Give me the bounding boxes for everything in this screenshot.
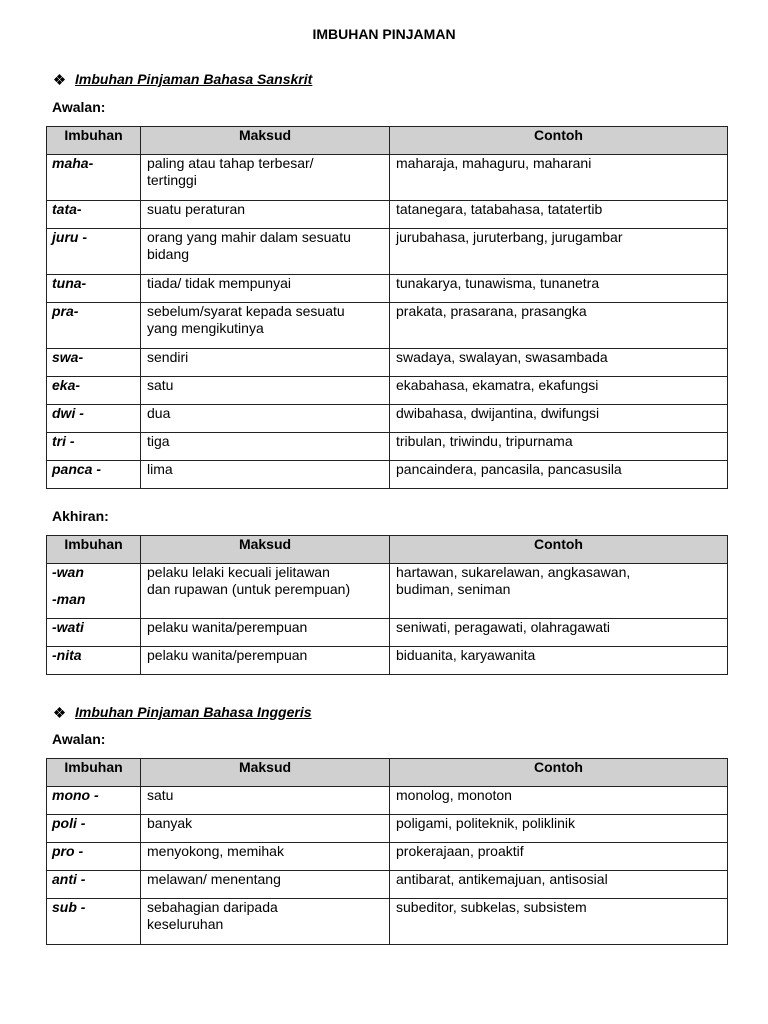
imbuhan-cell bbox=[47, 815, 141, 843]
diamond-bullet-icon bbox=[54, 74, 65, 85]
contoh-cell bbox=[390, 647, 728, 675]
maksud-cell bbox=[141, 405, 390, 433]
table-row bbox=[47, 619, 728, 647]
maksud-text: orang yang mahir dalam sesuatu bbox=[147, 229, 351, 245]
section-heading-text: Imbuhan Pinjaman Bahasa Sanskrit bbox=[75, 71, 313, 87]
table-header-row bbox=[47, 759, 728, 787]
imbuhan-cell bbox=[47, 201, 141, 229]
group-label-awalan: Awalan: bbox=[52, 731, 106, 747]
header-imbuhan: Imbuhan bbox=[47, 536, 141, 564]
maksud-cell bbox=[141, 229, 390, 275]
imbuhan-text: swa- bbox=[52, 349, 84, 365]
maksud-text: banyak bbox=[147, 815, 193, 831]
contoh-text: antibarat, antikemajuan, antisosial bbox=[396, 871, 608, 887]
header-maksud: Maksud bbox=[141, 127, 390, 155]
maksud-cell bbox=[141, 787, 390, 815]
contoh-cell bbox=[390, 349, 728, 377]
sanskrit-awalan-table bbox=[46, 126, 728, 489]
imbuhan-cell bbox=[47, 433, 141, 461]
maksud-cell bbox=[141, 155, 390, 201]
table-row bbox=[47, 201, 728, 229]
table-row bbox=[47, 787, 728, 815]
imbuhan-text: pro - bbox=[52, 843, 84, 859]
maksud-text: dan rupawan (untuk perempuan) bbox=[147, 581, 351, 597]
maksud-cell bbox=[141, 461, 390, 489]
imbuhan-cell bbox=[47, 155, 141, 201]
contoh-text: tunakarya, tunawisma, tunanetra bbox=[396, 275, 600, 291]
header-contoh: Contoh bbox=[390, 759, 728, 787]
contoh-cell bbox=[390, 815, 728, 843]
header-maksud: Maksud bbox=[141, 759, 390, 787]
maksud-text: pelaku wanita/perempuan bbox=[147, 647, 308, 663]
contoh-text: prakata, prasarana, prasangka bbox=[396, 303, 587, 319]
maksud-cell bbox=[141, 377, 390, 405]
header-imbuhan: Imbuhan bbox=[47, 759, 141, 787]
imbuhan-text: dwi - bbox=[52, 405, 84, 421]
document-title: IMBUHAN PINJAMAN bbox=[312, 26, 456, 42]
imbuhan-text: tuna- bbox=[52, 275, 87, 291]
table-row bbox=[47, 275, 728, 303]
maksud-text: tiada/ tidak mempunyai bbox=[147, 275, 291, 291]
maksud-cell bbox=[141, 275, 390, 303]
contoh-text: prokerajaan, proaktif bbox=[396, 843, 524, 859]
imbuhan-text: sub - bbox=[52, 899, 86, 915]
maksud-text: satu bbox=[147, 787, 174, 803]
maksud-text: menyokong, memihak bbox=[147, 843, 284, 859]
maksud-cell bbox=[141, 843, 390, 871]
contoh-cell bbox=[390, 275, 728, 303]
maksud-cell bbox=[141, 564, 390, 619]
contoh-cell bbox=[390, 377, 728, 405]
imbuhan-cell bbox=[47, 461, 141, 489]
contoh-text: swadaya, swalayan, swasambada bbox=[396, 349, 608, 365]
table-row bbox=[47, 303, 728, 349]
inggeris-awalan-table bbox=[46, 758, 728, 945]
imbuhan-cell bbox=[47, 349, 141, 377]
table-row bbox=[47, 349, 728, 377]
section-heading-text: Imbuhan Pinjaman Bahasa Inggeris bbox=[75, 704, 312, 720]
maksud-cell bbox=[141, 303, 390, 349]
contoh-cell bbox=[390, 405, 728, 433]
imbuhan-cell bbox=[47, 843, 141, 871]
imbuhan-text: panca - bbox=[52, 461, 102, 477]
contoh-text: poligami, politeknik, poliklinik bbox=[396, 815, 575, 831]
header-maksud: Maksud bbox=[141, 536, 390, 564]
header-contoh: Contoh bbox=[390, 536, 728, 564]
contoh-cell bbox=[390, 564, 728, 619]
table-header-row bbox=[47, 536, 728, 564]
section-heading-inggeris bbox=[54, 703, 312, 721]
maksud-text: pelaku wanita/perempuan bbox=[147, 619, 308, 635]
table-row bbox=[47, 647, 728, 675]
contoh-cell bbox=[390, 433, 728, 461]
header-contoh: Contoh bbox=[390, 127, 728, 155]
table-row bbox=[47, 229, 728, 275]
header-imbuhan: Imbuhan bbox=[47, 127, 141, 155]
table-row bbox=[47, 899, 728, 945]
contoh-text: jurubahasa, juruterbang, jurugambar bbox=[396, 229, 623, 245]
imbuhan-cell bbox=[47, 787, 141, 815]
maksud-text: satu bbox=[147, 377, 174, 393]
contoh-text: tatanegara, tatabahasa, tatatertib bbox=[396, 201, 603, 217]
maksud-cell bbox=[141, 899, 390, 945]
maksud-text: yang mengikutinya bbox=[147, 320, 264, 336]
imbuhan-cell bbox=[47, 871, 141, 899]
maksud-cell bbox=[141, 433, 390, 461]
maksud-text: pelaku lelaki kecuali jelitawan bbox=[147, 564, 330, 580]
maksud-text: tiga bbox=[147, 433, 170, 449]
imbuhan-text: tata- bbox=[52, 201, 82, 217]
maksud-text: sebahagian daripada bbox=[147, 899, 278, 915]
imbuhan-text: maha- bbox=[52, 155, 94, 171]
contoh-cell bbox=[390, 843, 728, 871]
imbuhan-text: anti - bbox=[52, 871, 86, 887]
diamond-bullet-icon bbox=[54, 707, 65, 718]
maksud-text: sendiri bbox=[147, 349, 189, 365]
table-row bbox=[47, 564, 728, 619]
maksud-cell bbox=[141, 815, 390, 843]
imbuhan-cell bbox=[47, 564, 141, 619]
contoh-text: tribulan, triwindu, tripurnama bbox=[396, 433, 573, 449]
imbuhan-cell bbox=[47, 229, 141, 275]
imbuhan-text: poli - bbox=[52, 815, 86, 831]
contoh-cell bbox=[390, 303, 728, 349]
table-row bbox=[47, 843, 728, 871]
table-row bbox=[47, 377, 728, 405]
imbuhan-text: -man bbox=[52, 591, 86, 607]
imbuhan-text: pra- bbox=[52, 303, 79, 319]
imbuhan-cell bbox=[47, 405, 141, 433]
maksud-cell bbox=[141, 201, 390, 229]
imbuhan-cell bbox=[47, 647, 141, 675]
contoh-cell bbox=[390, 899, 728, 945]
contoh-text: subeditor, subkelas, subsistem bbox=[396, 899, 587, 915]
contoh-text: pancaindera, pancasila, pancasusila bbox=[396, 461, 622, 477]
imbuhan-text: -wan bbox=[52, 564, 84, 580]
contoh-cell bbox=[390, 619, 728, 647]
maksud-text: bidang bbox=[147, 246, 190, 262]
sanskrit-akhiran-table bbox=[46, 535, 728, 675]
contoh-cell bbox=[390, 871, 728, 899]
contoh-text: maharaja, mahaguru, maharani bbox=[396, 155, 592, 171]
contoh-cell bbox=[390, 229, 728, 275]
contoh-text: budiman, seniman bbox=[396, 581, 511, 597]
table-row bbox=[47, 461, 728, 489]
maksud-text: suatu peraturan bbox=[147, 201, 246, 217]
maksud-text: lima bbox=[147, 461, 173, 477]
maksud-text: melawan/ menentang bbox=[147, 871, 281, 887]
maksud-text: tertinggi bbox=[147, 172, 197, 188]
contoh-text: ekabahasa, ekamatra, ekafungsi bbox=[396, 377, 599, 393]
maksud-cell bbox=[141, 619, 390, 647]
group-label-awalan: Awalan: bbox=[52, 99, 106, 115]
imbuhan-cell bbox=[47, 899, 141, 945]
maksud-text: paling atau tahap terbesar/ bbox=[147, 155, 314, 171]
contoh-text: seniwati, peragawati, olahragawati bbox=[396, 619, 611, 635]
imbuhan-cell bbox=[47, 275, 141, 303]
imbuhan-text: tri - bbox=[52, 433, 75, 449]
contoh-cell bbox=[390, 787, 728, 815]
contoh-text: dwibahasa, dwijantina, dwifungsi bbox=[396, 405, 600, 421]
table-header-row bbox=[47, 127, 728, 155]
maksud-cell bbox=[141, 647, 390, 675]
imbuhan-text: mono - bbox=[52, 787, 99, 803]
group-label-akhiran: Akhiran: bbox=[52, 508, 109, 524]
imbuhan-text: eka- bbox=[52, 377, 81, 393]
contoh-text: biduanita, karyawanita bbox=[396, 647, 536, 663]
imbuhan-text: juru - bbox=[52, 229, 87, 245]
maksud-text: keseluruhan bbox=[147, 916, 224, 932]
imbuhan-cell bbox=[47, 619, 141, 647]
maksud-cell bbox=[141, 349, 390, 377]
imbuhan-text: -wati bbox=[52, 619, 84, 635]
table-row bbox=[47, 815, 728, 843]
maksud-text: dua bbox=[147, 405, 171, 421]
table-row bbox=[47, 871, 728, 899]
table-row bbox=[47, 433, 728, 461]
contoh-text: hartawan, sukarelawan, angkasawan, bbox=[396, 564, 631, 580]
contoh-cell bbox=[390, 461, 728, 489]
contoh-cell bbox=[390, 155, 728, 201]
section-heading-sanskrit bbox=[54, 70, 312, 88]
table-row bbox=[47, 405, 728, 433]
contoh-text: monolog, monoton bbox=[396, 787, 512, 803]
maksud-text: sebelum/syarat kepada sesuatu bbox=[147, 303, 345, 319]
maksud-cell bbox=[141, 871, 390, 899]
table-row bbox=[47, 155, 728, 201]
contoh-cell bbox=[390, 201, 728, 229]
imbuhan-cell bbox=[47, 303, 141, 349]
imbuhan-cell bbox=[47, 377, 141, 405]
imbuhan-text: -nita bbox=[52, 647, 82, 663]
